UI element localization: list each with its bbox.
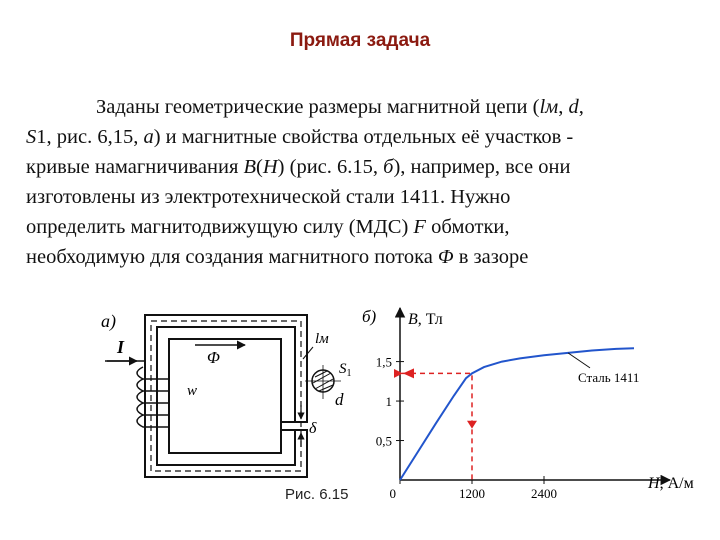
winding-label: w xyxy=(187,383,198,399)
bh-curve-line xyxy=(400,348,634,480)
panel-label-b: б) xyxy=(362,307,377,326)
y-tick-label: 0,5 xyxy=(375,433,392,449)
guide-arrow-left xyxy=(403,368,414,378)
line-6: необходимую для создания магнитного потока Φ в зазоре xyxy=(26,246,529,268)
y-axis-label: B, Тл xyxy=(408,311,443,328)
legend-leader xyxy=(568,353,590,368)
line-2: S1, рис. 6,15, а) и магнитные свойства отдельных её участков - xyxy=(26,126,574,148)
gap-label: δ xyxy=(309,420,317,437)
diameter-label: d xyxy=(335,390,344,409)
figure-caption: Рис. 6.15 xyxy=(285,486,349,503)
x-tick-label: 2400 xyxy=(531,486,557,500)
length-label: lм xyxy=(315,331,329,347)
flux-label: Φ xyxy=(207,348,220,367)
x-tick-label: 0 xyxy=(389,486,396,500)
line-3: кривые намагничивания B(H) (рис. 6.15, б), например, все они xyxy=(26,156,571,178)
slide-title: Прямая задача xyxy=(289,30,431,51)
problem-statement xyxy=(26,92,698,272)
flux-path xyxy=(151,321,301,471)
line-1: Заданы геометрические размеры магнитной цепи (lм, d, xyxy=(96,96,584,118)
line-4: изготовлены из электротехнической стали 1411. Нужно xyxy=(26,186,511,208)
series-label: Сталь 1411 xyxy=(578,369,640,385)
area-label: $S_1$ xyxy=(339,361,352,379)
x-axis-label: H, А/м xyxy=(648,475,694,492)
bh-curve-chart xyxy=(358,300,708,500)
core-inner-outline xyxy=(169,339,281,453)
line-5: определить магнитодвижущую силу (МДС) F обмотки, xyxy=(26,216,510,238)
magnetic-circuit-figure xyxy=(95,305,355,490)
x-tick-label: 1200 xyxy=(459,486,485,500)
current-label: I xyxy=(117,337,125,357)
y-tick-label: 1 xyxy=(385,394,392,410)
guide-arrow-down xyxy=(467,421,477,429)
winding-coil xyxy=(137,367,169,427)
y-tick-label: 1,5 xyxy=(375,354,392,370)
panel-label-a: а) xyxy=(101,311,116,331)
